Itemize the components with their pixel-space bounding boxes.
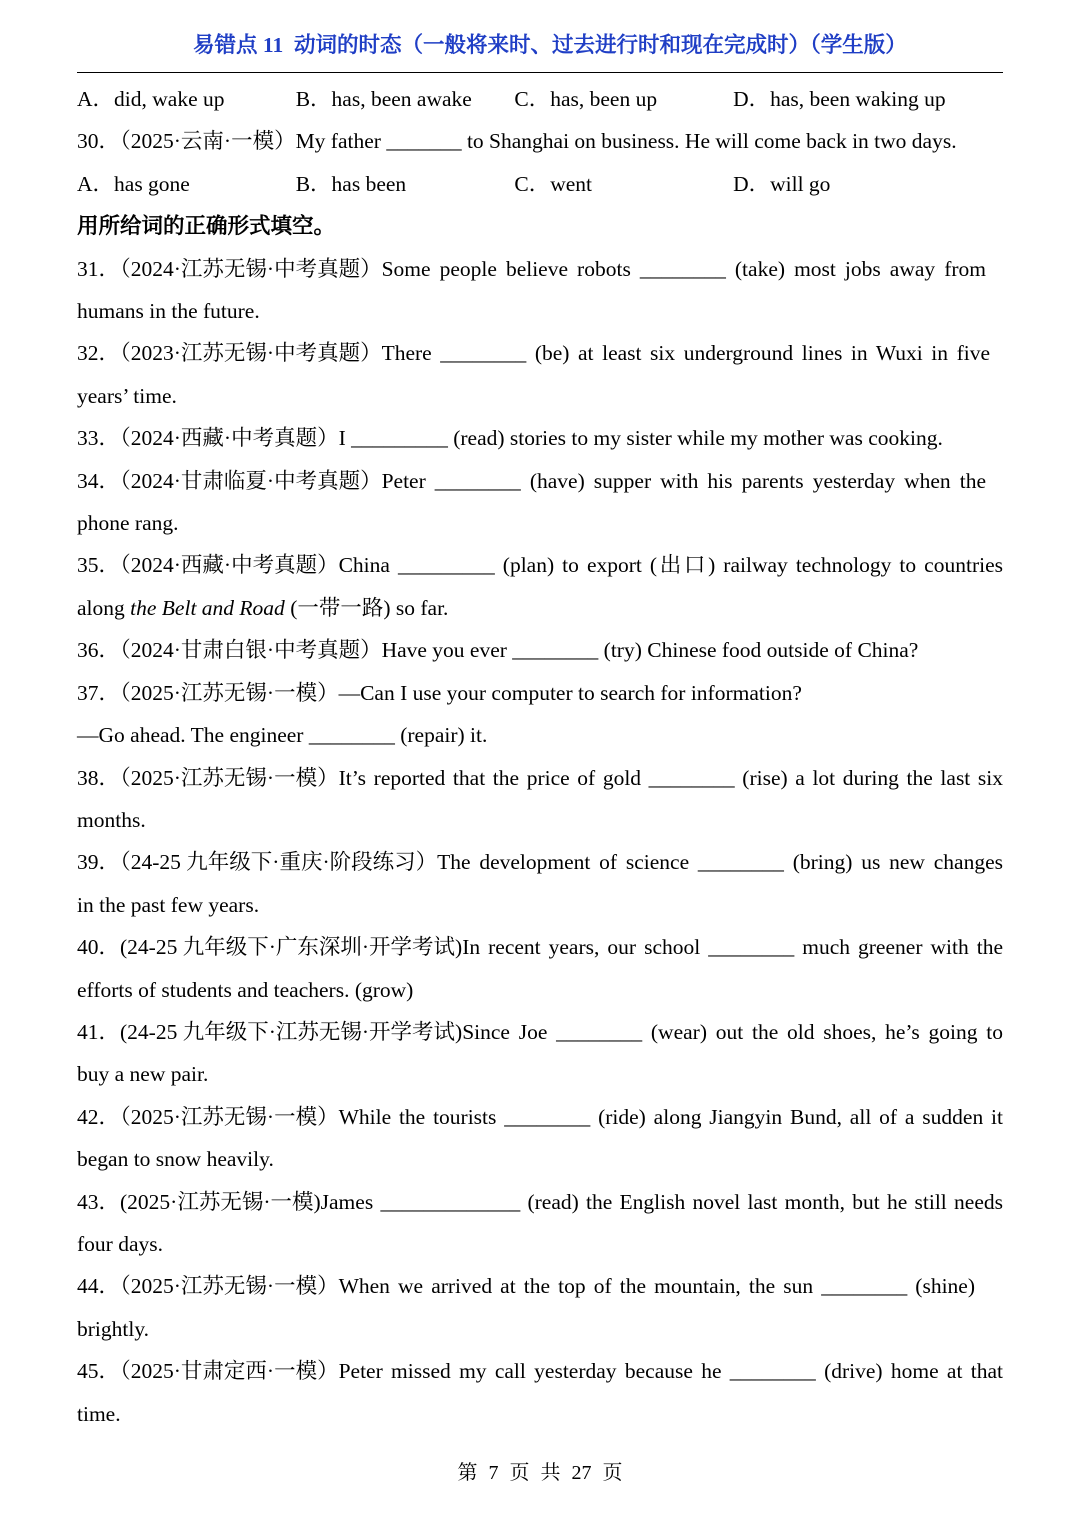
question-42 [77,1096,1003,1181]
question-source: 31．（2024·江苏无锡·中考真题） [77,256,382,281]
question-44-line-2: brightly. [77,1316,150,1341]
question-source: 42．（2025·江苏无锡·一模） [77,1104,339,1129]
question-38 [77,757,1003,842]
question-32-line-1: 32．（2023·江苏无锡·中考真题）There ________ (be) at least six underground lines in Wuxi in five [77,332,1003,374]
question-41-line-2: buy a new pair. [77,1062,209,1087]
question-38-line-1: 38．（2025·江苏无锡·一模）It’s reported that the price of gold ________ (rise) a lot during the last six [77,757,1003,799]
question-36 [77,629,1003,671]
question-42-line-1: 42．（2025·江苏无锡·一模）While the tourists ________ (ride) along Jiangyin Bund, all of a sudden it [77,1096,1003,1138]
worksheet-body [77,78,1003,1435]
question-source: 32．（2023·江苏无锡·中考真题） [77,341,382,366]
question-38-line-2: months. [77,807,146,832]
question-source: 35．（2024·西藏·中考真题） [77,553,339,578]
line-text: along [77,595,131,620]
question-source: 34．（2024·甘肃临夏·中考真题） [77,468,382,493]
question-45-line-1: 45．（2025·甘肃定西·一模）Peter missed my call yesterday because he ________ (drive) home at that [77,1350,1003,1392]
option-d: D．has, been waking up [733,87,946,111]
question-source: 43．(2025·江苏无锡·一模) [77,1189,321,1214]
question-29-options [77,78,1003,120]
question-30-stem: 30．（2025·云南·一模）My father _______ to Shanghai on business. He will come back in two days. [77,129,957,154]
page-header-title: 易错点 11 动词的时态（一般将来时、过去进行时和现在完成时）（学生版） [193,33,907,57]
question-source: 45．（2025·甘肃定西·一模） [77,1359,339,1384]
question-33 [77,417,1003,459]
question-33-line-1: 33．（2024·西藏·中考真题）I _________ (read) stories to my sister while my mother was cooking. [77,426,943,451]
question-32-line-2: years’ time. [77,383,177,408]
question-40-line-2: efforts of students and teachers. (grow) [77,977,414,1002]
option-c: C．went [514,171,593,196]
question-42-line-2: began to snow heavily. [77,1147,274,1172]
question-34-line-1: 34．（2024·甘肃临夏·中考真题）Peter ________ (have) supper with his parents yesterday when the [77,460,1003,502]
question-37 [77,672,1003,757]
question-36-line-1: 36．（2024·甘肃白银·中考真题）Have you ever ________ (try) Chinese food outside of China? [77,638,919,663]
question-35 [77,544,1003,629]
option-a: A．has gone [77,171,190,196]
question-source: 41．(24-25 九年级下·江苏无锡·开学考试) [77,1019,463,1044]
line-text: (一带一路) so far. [284,595,449,620]
question-32 [77,332,1003,417]
option-a: A．did, wake up [77,87,225,111]
question-37-line-2: —Go ahead. The engineer ________ (repair) it. [77,723,488,748]
question-45-line-2: time. [77,1401,121,1426]
page-number: 第 7 页 共 27 页 [457,1462,623,1484]
section-title: 用所给词的正确形式填空。 [77,214,336,239]
option-d: D．will go [733,171,831,196]
question-39 [77,841,1003,926]
question-35-line-2 [77,587,1003,629]
question-40-line-1: 40．(24-25 九年级下·广东深圳·开学考试)In recent years, our school ________ much greener with the [77,926,1003,968]
question-40 [77,926,1003,1011]
question-31 [77,248,1003,333]
question-41 [77,1011,1003,1096]
option-b: B．has been [295,171,407,196]
question-45 [77,1350,1003,1435]
question-35-line-1: 35．（2024·西藏·中考真题）China _________ (plan) to export (出口) railway technology to countries [77,544,1003,586]
question-37-line-1: 37．（2025·江苏无锡·一模）—Can I use your computer to search for information? [77,680,802,705]
question-41-line-1: 41．(24-25 九年级下·江苏无锡·开学考试)Since Joe ________ (wear) out the old shoes, he’s going to [77,1011,1003,1053]
question-30-options [77,163,1003,205]
question-43-line-1: 43．(2025·江苏无锡·一模)James _____________ (read) the English novel last month, but he still needs [77,1181,1003,1223]
question-39-line-1: 39．（24-25 九年级下·重庆·阶段练习）The development of science ________ (bring) us new changes [77,841,1003,883]
question-31-line-1: 31．（2024·江苏无锡·中考真题）Some people believe robots ________ (take) most jobs away from [77,248,1003,290]
question-source: 44．（2025·江苏无锡·一模） [77,1274,339,1299]
option-c: C．has, been up [514,87,658,111]
italic-phrase: the Belt and Road [130,595,285,620]
question-44-line-1: 44．（2025·江苏无锡·一模）When we arrived at the top of the mountain, the sun ________ (shine) [77,1265,1003,1307]
question-source: 39．（24-25 九年级下·重庆·阶段练习） [77,850,438,875]
header-divider [77,72,1003,73]
question-44 [77,1265,1003,1350]
question-31-line-2: humans in the future. [77,299,260,324]
question-39-line-2: in the past few years. [77,892,260,917]
question-34 [77,460,1003,545]
question-source: 38．（2025·江苏无锡·一模） [77,765,339,790]
question-43-line-2: four days. [77,1231,163,1256]
question-43 [77,1181,1003,1266]
question-34-line-2: phone rang. [77,511,179,536]
option-b: B．has, been awake [295,87,472,111]
question-source: 40．(24-25 九年级下·广东深圳·开学考试) [77,935,463,960]
